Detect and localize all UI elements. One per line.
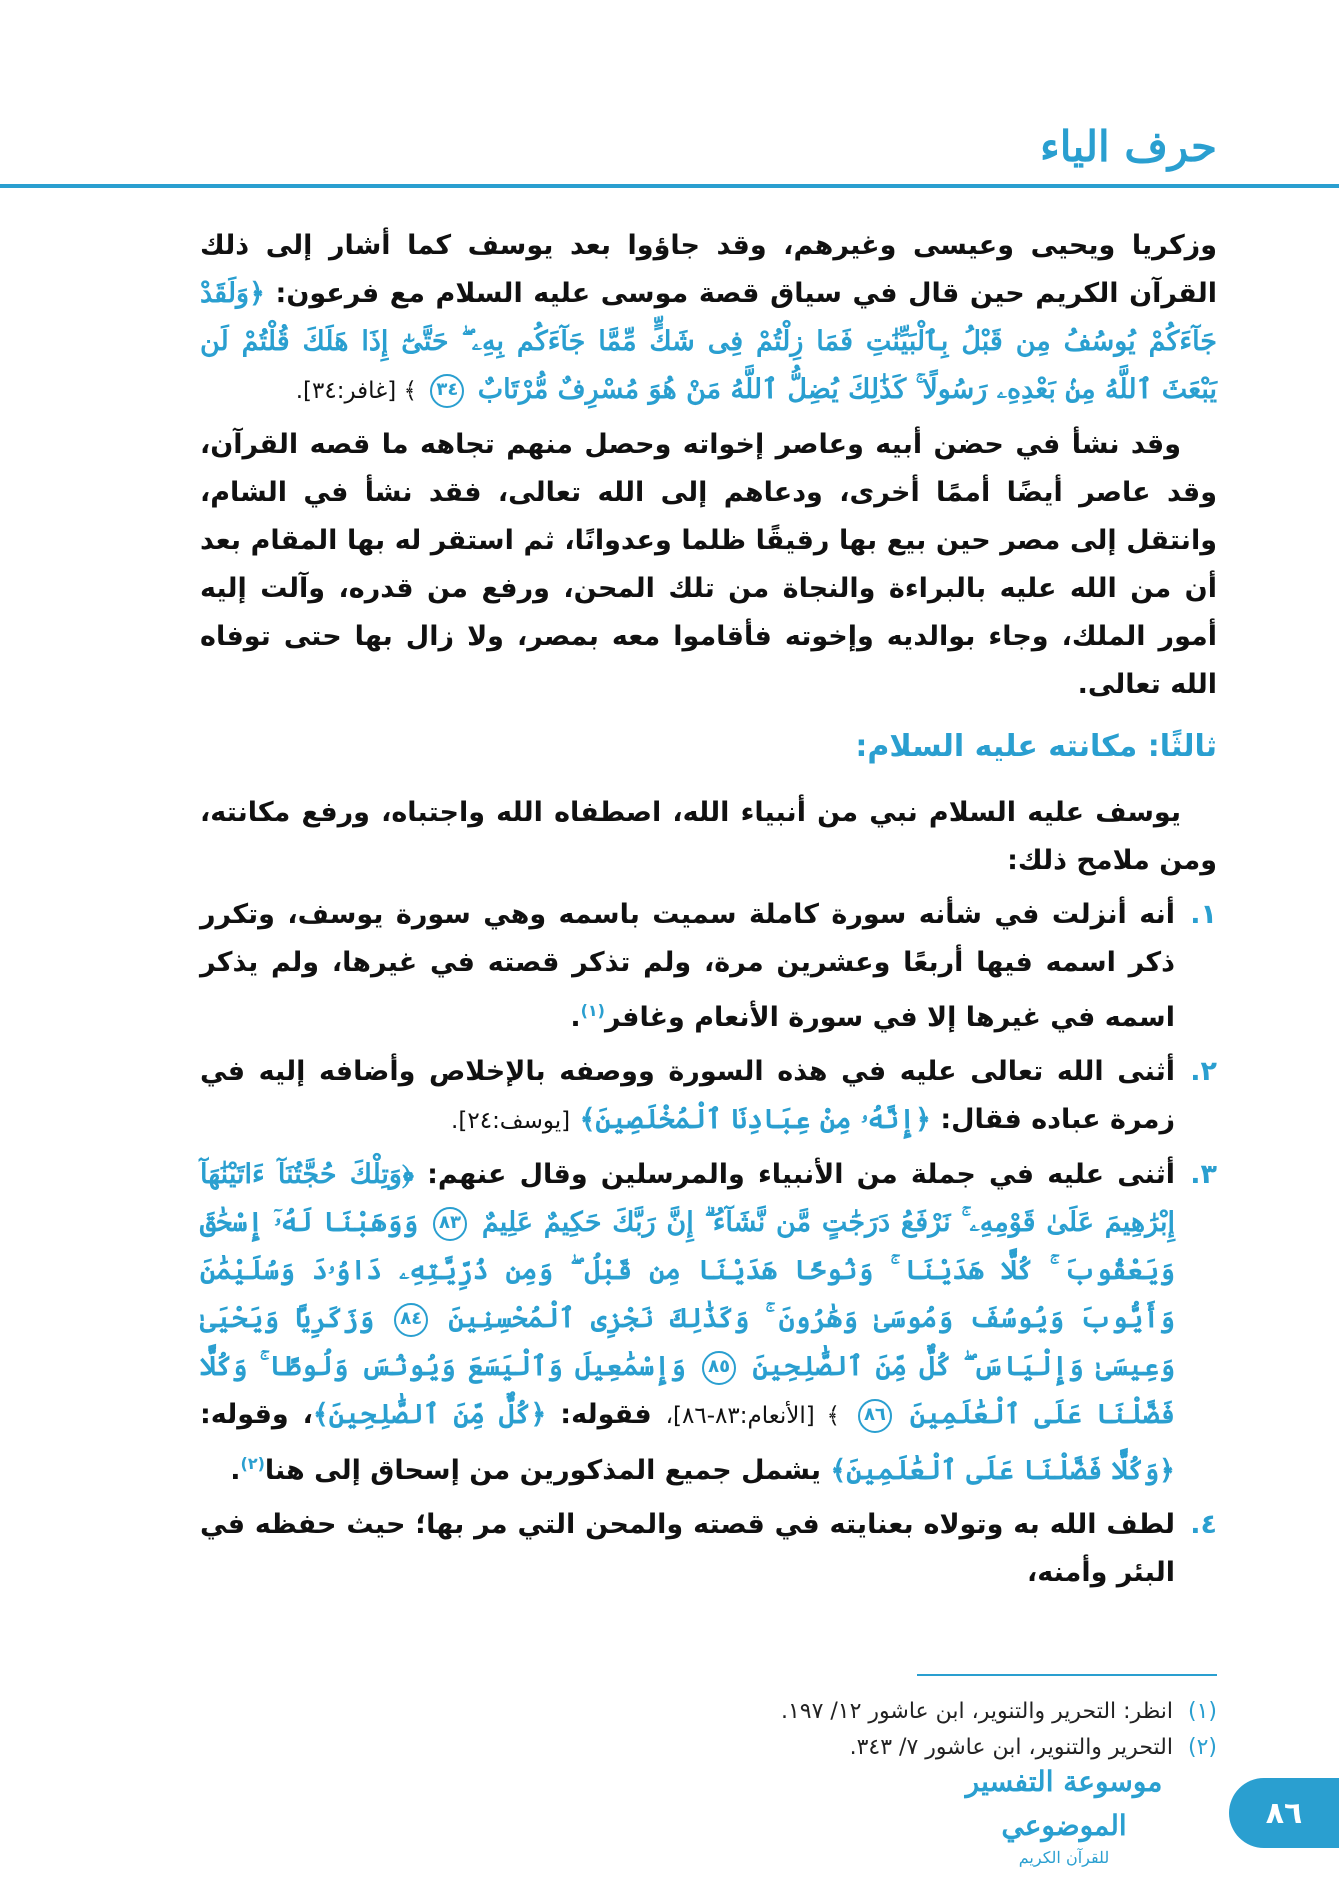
- list-number: ٢.: [1190, 1056, 1217, 1087]
- footnote-text: انظر: التحرير والتنوير، ابن عاشور ١٢/ ١٩٧.: [780, 1699, 1173, 1724]
- verse-number-marker: ٣٤: [430, 374, 464, 408]
- footnote: [200, 1694, 1217, 1730]
- footnote-marker[interactable]: (٢): [240, 1454, 265, 1473]
- verse-number-marker: ٨٤: [394, 1303, 428, 1337]
- quran-verse: وَوَهَبْنَا لَهُۥٓ إِسْحَٰقَ وَيَعْقُوبَ ۚ كُلًّا هَدَيْنَا ۚ وَنُوحًا هَدَيْنَا مِن قَبْلُ ۖ وَمِن ذُرِّيَّتِهِۦ دَاوُۥدَ وَسُلَيْمَٰنَ وَأَيُّوبَ وَيُوسُفَ وَمُوسَىٰ وَهَٰرُونَ ۚ وَكَذَٰلِكَ نَجْزِى ٱلْمُحْسِنِينَ: [200, 1207, 1175, 1334]
- verse-reference: ﴾ [الأنعام:٨٣-٨٦]،: [665, 1403, 841, 1429]
- subheading: ثالثًا: مكانته عليه السلام:: [855, 729, 1217, 764]
- encyclopedia-logo: [944, 1760, 1184, 1867]
- verse-number-marker: ٨٥: [702, 1351, 736, 1385]
- list-number: ١.: [1190, 899, 1217, 930]
- quran-verse: ﴿إِنَّهُۥ مِنْ عِبَادِنَا ٱلْمُخْلَصِينَ﴾: [579, 1104, 931, 1135]
- paragraph-3: يوسف عليه السلام نبي من أنبياء الله، اصطفاه الله واجتباه، ورفع مكانته، ومن ملامح ذلك:: [200, 797, 1217, 876]
- list-number: ٣.: [1190, 1159, 1217, 1190]
- paragraph-1-text: وزكريا ويحيى وعيسى وغيرهم، وقد جاؤوا بعد يوسف كما أشار إلى ذلك القرآن الكريم حين قال في سياق قصة موسى عليه السلام مع فرعون:: [200, 230, 1217, 309]
- list-item-text: أنه أنزلت في شأنه سورة كاملة سميت باسمه وهي سورة يوسف، وتكرر ذكر اسمه فيها أربعًا وعشرين مرة، ولم تذكر قصته في غيرها، ولم يذكر اسمه في غيرها إلا في سورة الأنعام وغافر: [200, 899, 1175, 1033]
- list-item: [200, 891, 1217, 1042]
- logo-title: موسوعة التفسير الموضوعي: [965, 1765, 1163, 1842]
- footnote-number: (١): [1187, 1699, 1217, 1724]
- verse-number-marker: ٨٦: [858, 1399, 892, 1433]
- list-item-text: لطف الله به وتولاه بعنايته في قصته والمحن التي مر بها؛ حيث حفظه في البئر وأمنه،: [200, 1509, 1175, 1588]
- page-header: [0, 0, 1339, 190]
- list-item-text: ، وقوله:: [200, 1399, 313, 1430]
- page-number-badge: [1229, 1778, 1339, 1848]
- list-item: [200, 1501, 1217, 1597]
- quran-verse: وَإِسْمَٰعِيلَ وَٱلْيَسَعَ وَيُونُسَ وَلُوطًا ۚ وَكُلًّا فَضَّلْنَا عَلَى ٱلْعَٰلَمِينَ: [200, 1351, 1175, 1430]
- paragraph-1: [200, 222, 1217, 415]
- list-number: ٤.: [1190, 1509, 1217, 1540]
- list-item-end: .: [230, 1455, 241, 1486]
- footnote-divider: [917, 1674, 1217, 1676]
- list-item-end: .: [570, 1002, 581, 1033]
- footnote-number: (٢): [1187, 1735, 1217, 1760]
- quran-verse: ﴿وَلَقَدْ جَآءَكُمْ يُوسُفُ مِن قَبْلُ بِٱلْبَيِّنَٰتِ فَمَا زِلْتُمْ فِى شَكٍّ مِّمَّا جَآءَكُم بِهِۦ ۖ حَتَّىٰٓ إِذَا هَلَكَ قُلْتُمْ لَن يَبْعَثَ ٱللَّهُ مِنۢ بَعْدِهِۦ رَسُولًا ۚ كَذَٰلِكَ يُضِلُّ ٱللَّهُ مَنْ هُوَ مُسْرِفٌ مُّرْتَابٌ: [200, 278, 1217, 405]
- list-item-text: فقوله:: [560, 1399, 652, 1430]
- footnote-text: التحرير والتنوير، ابن عاشور ٧/ ٣٤٣.: [849, 1735, 1173, 1760]
- verse-number-marker: ٨٣: [433, 1207, 467, 1241]
- quran-verse: وَزَكَرِيَّا وَيَحْيَىٰ وَعِيسَىٰ وَإِلْيَاسَ ۖ كُلٌّ مِّنَ ٱلصَّٰلِحِينَ: [200, 1303, 1176, 1382]
- logo-subtitle: للقرآن الكريم: [1018, 1848, 1110, 1867]
- list-item-text: أثنى عليه في جملة من الأنبياء والمرسلين وقال عنهم:: [427, 1159, 1175, 1190]
- list-item: [200, 1151, 1217, 1495]
- footnote-marker[interactable]: (١): [580, 1001, 605, 1020]
- page-number: ٨٦: [1265, 1795, 1303, 1831]
- verse-reference: [يوسف:٢٤].: [451, 1108, 571, 1134]
- list-item-text: أثنى الله تعالى عليه في هذه السورة ووصفه بالإخلاص وأضافه إليه في زمرة عباده فقال:: [200, 1056, 1175, 1135]
- quran-verse: ﴿وَكُلًّا فَضَّلْنَا عَلَى ٱلْعَٰلَمِينَ﴾: [830, 1455, 1175, 1486]
- section-title: حرف الياء: [1040, 122, 1217, 171]
- quran-verse: ﴿كُلٌّ مِّنَ ٱلصَّٰلِحِينَ﴾: [312, 1399, 547, 1430]
- list-item-text: يشمل جميع المذكورين من إسحاق إلى هنا: [264, 1455, 821, 1486]
- list-item: [200, 1048, 1217, 1145]
- quran-verse: ﴿وَتِلْكَ حُجَّتُنَآ ءَاتَيْنَٰهَآ إِبْرَٰهِيمَ عَلَىٰ قَوْمِهِۦ ۚ نَرْفَعُ دَرَجَٰتٍ مَّن نَّشَآءُ ۗ إِنَّ رَبَّكَ حَكِيمٌ عَلِيمٌ: [200, 1159, 1176, 1238]
- main-content: [200, 222, 1217, 1603]
- footnotes: [200, 1694, 1217, 1766]
- verse-reference: ﴾ [غافر:٣٤].: [295, 378, 417, 404]
- header-divider: [0, 184, 1339, 188]
- paragraph-2: وقد نشأ في حضن أبيه وعاصر إخواته وحصل منهم تجاهه ما قصه القرآن، وقد عاصر أيضًا أممًا أخرى، ودعاهم إلى الله تعالى، فقد نشأ في الشام، وانتقل إلى مصر حين بيع بها رقيقًا ظلما وعدوانًا، ثم استقر له بها المقام بعد أن من الله عليه بالبراءة والنجاة من تلك المحن، ورفع من قدره، وآلت إليه أمور الملك، وجاء بوالديه وإخوته فأقاموا معه بمصر، ولا زال بها حتى توفاه الله تعالى.: [200, 429, 1217, 700]
